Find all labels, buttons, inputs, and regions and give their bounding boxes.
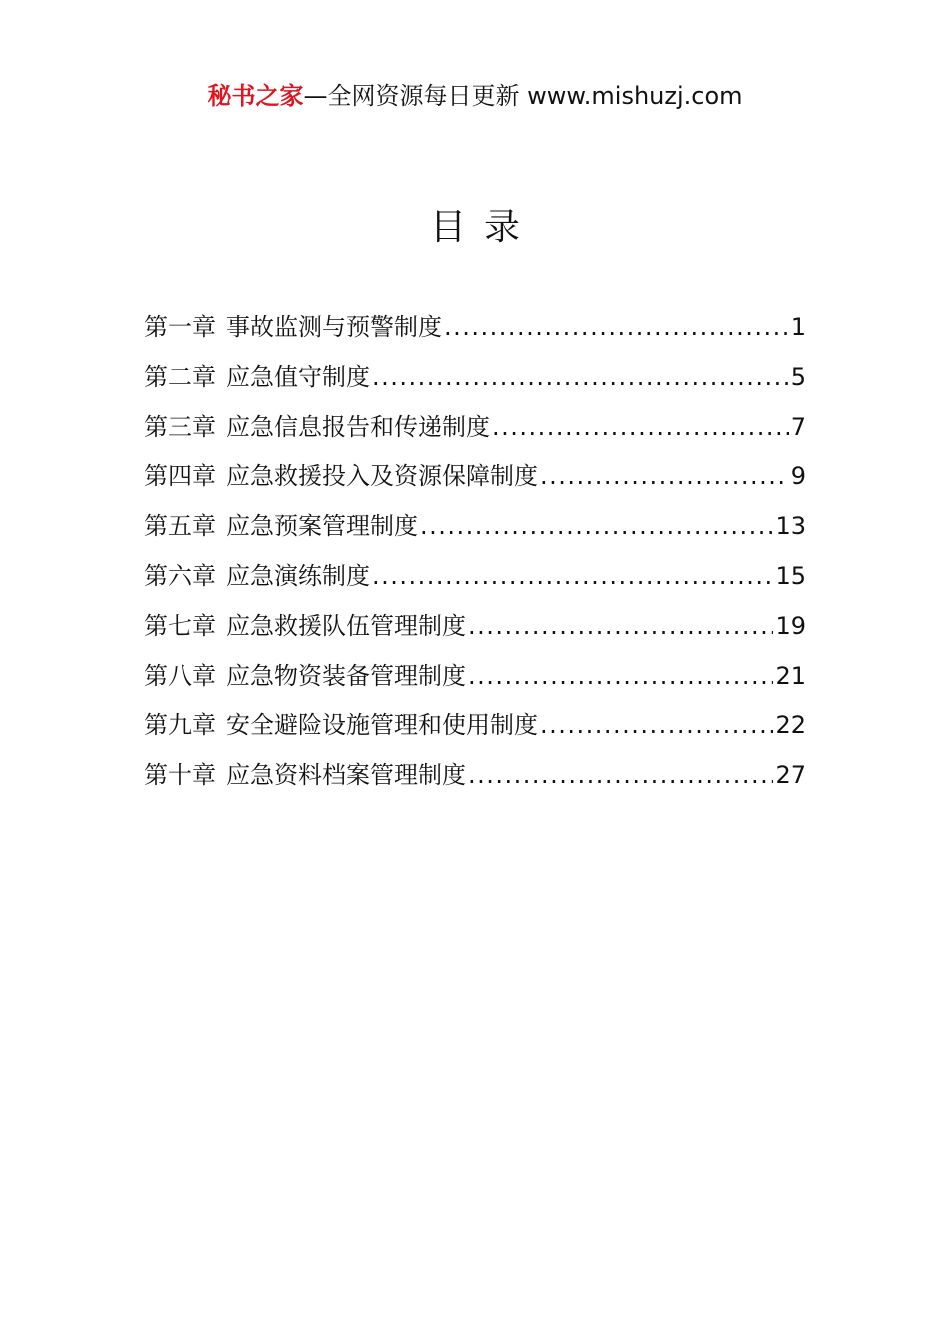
toc-dot-leader: [468, 602, 773, 652]
toc-page-number: 22: [775, 711, 806, 740]
toc-entry-3[interactable]: [144, 403, 806, 453]
toc-chapter-number: 第七章: [144, 611, 216, 640]
toc-chapter-title: 应急救援投入及资源保障制度: [226, 462, 538, 491]
toc-page-number: 9: [790, 462, 806, 491]
toc-chapter-number: 第三章: [144, 412, 216, 441]
toc-chapter-title: 应急值守制度: [226, 362, 370, 391]
toc-chapter-number: 第六章: [144, 561, 216, 590]
toc-entry-5[interactable]: [144, 502, 806, 552]
toc-page-number: 19: [775, 611, 806, 640]
toc-entry-8[interactable]: [144, 652, 806, 702]
toc-chapter-number: 第九章: [144, 711, 216, 740]
toc-dot-leader: [540, 452, 789, 502]
toc-chapter-title: 事故监测与预警制度: [226, 313, 442, 341]
toc-chapter-title: 安全避险设施管理和使用制度: [226, 711, 538, 740]
toc-page-number: 21: [775, 661, 806, 690]
brand-name: 秘书之家: [207, 82, 304, 110]
toc-dot-leader: [468, 751, 773, 801]
toc-dot-leader: [444, 303, 789, 353]
toc-dot-leader: [372, 552, 773, 602]
toc-chapter-title: 应急救援队伍管理制度: [226, 611, 466, 640]
toc-chapter-title: 应急物资装备管理制度: [226, 661, 466, 690]
toc-chapter-number: 第一章: [144, 313, 216, 341]
toc-entry-9[interactable]: [144, 701, 806, 751]
toc-chapter-number: 第四章: [144, 462, 216, 491]
toc-entry-2[interactable]: [144, 353, 806, 403]
toc-chapter-number: 第十章: [144, 761, 216, 790]
page-title: 目录: [429, 207, 538, 248]
table-of-contents: [144, 303, 806, 801]
toc-entry-6[interactable]: [144, 552, 806, 602]
toc-chapter-number: 第八章: [144, 661, 216, 690]
toc-chapter-number: 第二章: [144, 362, 216, 391]
toc-entry-4[interactable]: [144, 452, 806, 502]
page-header: [0, 78, 950, 114]
toc-dot-leader: [492, 403, 789, 453]
toc-page-number: 27: [775, 761, 806, 790]
toc-chapter-title: 应急资料档案管理制度: [226, 761, 466, 790]
toc-chapter-title: 应急信息报告和传递制度: [226, 412, 490, 441]
toc-page-number: 1: [790, 313, 806, 341]
toc-dot-leader: [420, 502, 773, 552]
toc-page-number: 7: [790, 412, 806, 441]
toc-entry-10[interactable]: [144, 751, 806, 801]
toc-chapter-title: 应急演练制度: [226, 561, 370, 590]
header-slogan: —全网资源每日更新 www.mishuzj.com: [303, 82, 743, 110]
toc-dot-leader: [372, 353, 789, 403]
toc-entry-7[interactable]: [144, 602, 806, 652]
toc-chapter-number: 第五章: [144, 512, 216, 541]
toc-page-number: 15: [775, 561, 806, 590]
toc-page-number: 13: [775, 512, 806, 541]
toc-chapter-title: 应急预案管理制度: [226, 512, 418, 541]
toc-dot-leader: [540, 701, 773, 751]
toc-page-number: 5: [790, 362, 806, 391]
toc-dot-leader: [468, 652, 773, 702]
toc-entry-1[interactable]: [144, 303, 806, 353]
